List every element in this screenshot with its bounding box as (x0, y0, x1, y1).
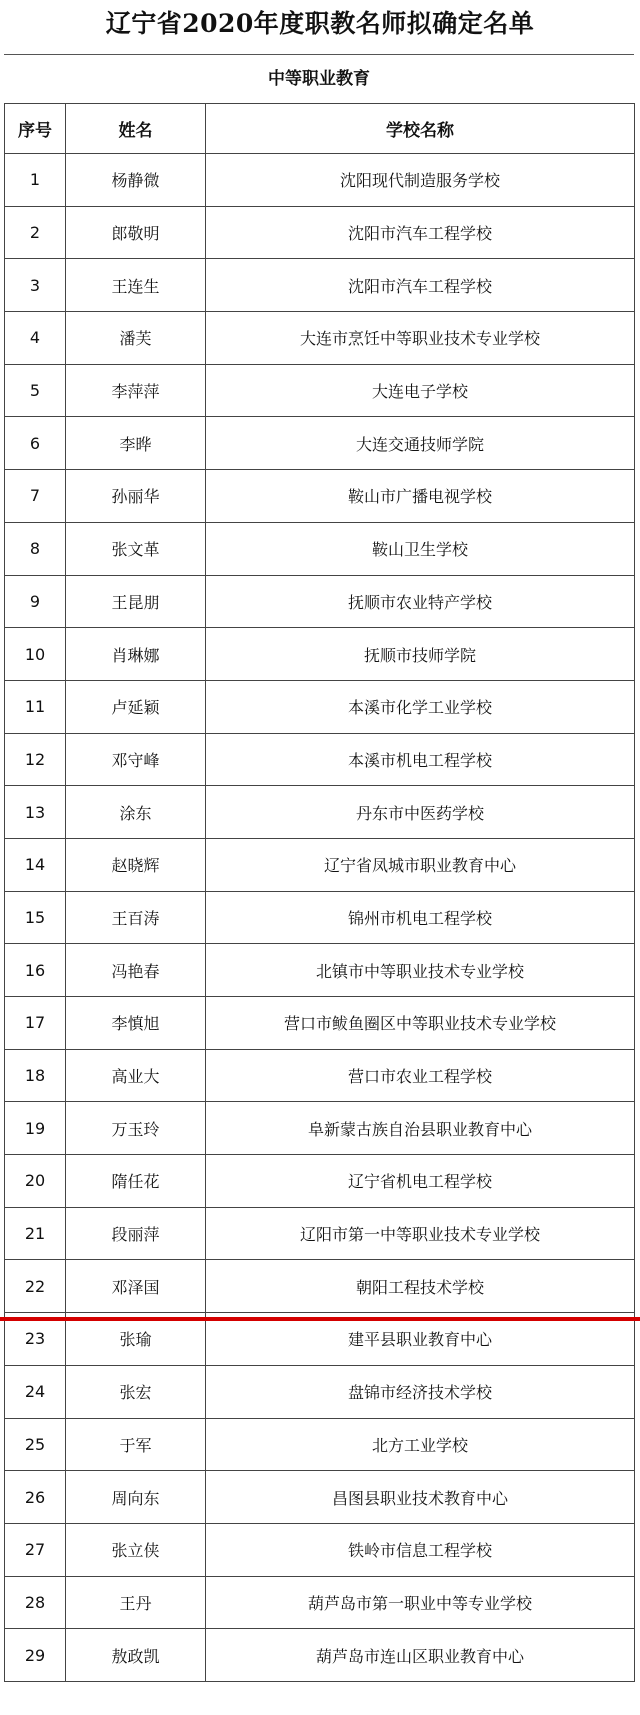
row-school: 北方工业学校 (206, 1418, 635, 1471)
row-name: 邓守峰 (66, 733, 206, 786)
row-school: 建平县职业教育中心 (206, 1313, 635, 1366)
row-index: 21 (5, 1207, 66, 1260)
row-school: 葫芦岛市连山区职业教育中心 (206, 1629, 635, 1682)
row-school: 营口市鲅鱼圈区中等职业技术专业学校 (206, 997, 635, 1050)
row-school: 抚顺市农业特产学校 (206, 575, 635, 628)
row-name: 李慎旭 (66, 997, 206, 1050)
row-index: 26 (5, 1471, 66, 1524)
row-index: 6 (5, 417, 66, 470)
row-school: 阜新蒙古族自治县职业教育中心 (206, 1102, 635, 1155)
row-index: 4 (5, 312, 66, 365)
row-index: 5 (5, 364, 66, 417)
table-row (5, 575, 635, 628)
row-school: 抚顺市技师学院 (206, 628, 635, 681)
row-index: 16 (5, 944, 66, 997)
row-name: 张立侠 (66, 1523, 206, 1576)
table-row (5, 312, 635, 365)
row-index: 20 (5, 1155, 66, 1208)
row-name: 于军 (66, 1418, 206, 1471)
table-row (5, 206, 635, 259)
row-name: 张文革 (66, 522, 206, 575)
row-name: 邓泽国 (66, 1260, 206, 1313)
row-index: 27 (5, 1523, 66, 1576)
row-name: 涂东 (66, 786, 206, 839)
header-school: 学校名称 (206, 104, 635, 154)
row-school: 本溪市机电工程学校 (206, 733, 635, 786)
row-school: 朝阳工程技术学校 (206, 1260, 635, 1313)
row-school: 辽宁省凤城市职业教育中心 (206, 838, 635, 891)
row-school: 辽阳市第一中等职业技术专业学校 (206, 1207, 635, 1260)
table-row (5, 470, 635, 523)
row-name: 隋任花 (66, 1155, 206, 1208)
table-row (5, 628, 635, 681)
row-index: 28 (5, 1576, 66, 1629)
row-school: 沈阳市汽车工程学校 (206, 259, 635, 312)
table-row (5, 1155, 635, 1208)
row-index: 22 (5, 1260, 66, 1313)
row-school: 大连市烹饪中等职业技术专业学校 (206, 312, 635, 365)
table-row (5, 259, 635, 312)
row-school: 盘锦市经济技术学校 (206, 1365, 635, 1418)
row-index: 10 (5, 628, 66, 681)
row-index: 24 (5, 1365, 66, 1418)
section-subtitle: 中等职业教育 (4, 54, 634, 103)
table-row (5, 364, 635, 417)
row-name: 王昆朋 (66, 575, 206, 628)
row-school: 鞍山市广播电视学校 (206, 470, 635, 523)
row-name: 李萍萍 (66, 364, 206, 417)
row-index: 25 (5, 1418, 66, 1471)
table-row (5, 417, 635, 470)
row-index: 11 (5, 680, 66, 733)
row-name: 孙丽华 (66, 470, 206, 523)
row-name: 周向东 (66, 1471, 206, 1524)
row-school: 葫芦岛市第一职业中等专业学校 (206, 1576, 635, 1629)
table-row (5, 997, 635, 1050)
row-name: 万玉玲 (66, 1102, 206, 1155)
row-school: 丹东市中医药学校 (206, 786, 635, 839)
row-name: 高业大 (66, 1049, 206, 1102)
row-index: 14 (5, 838, 66, 891)
table-row (5, 1207, 635, 1260)
table-row (5, 786, 635, 839)
table-row (5, 1102, 635, 1155)
header-index: 序号 (5, 104, 66, 154)
row-name: 杨静微 (66, 154, 206, 207)
table-row (5, 838, 635, 891)
row-name: 张瑜 (66, 1313, 206, 1366)
row-name: 王丹 (66, 1576, 206, 1629)
row-index: 2 (5, 206, 66, 259)
row-school: 大连电子学校 (206, 364, 635, 417)
table-row (5, 1365, 635, 1418)
table-row (5, 891, 635, 944)
table-row (5, 154, 635, 207)
row-index: 8 (5, 522, 66, 575)
table-row (5, 1523, 635, 1576)
header-name: 姓名 (66, 104, 206, 154)
row-school: 大连交通技师学院 (206, 417, 635, 470)
row-index: 23 (5, 1313, 66, 1366)
row-index: 15 (5, 891, 66, 944)
row-name: 段丽萍 (66, 1207, 206, 1260)
row-name: 潘芙 (66, 312, 206, 365)
table-row (5, 944, 635, 997)
row-index: 3 (5, 259, 66, 312)
row-name: 冯艳春 (66, 944, 206, 997)
table-row (5, 522, 635, 575)
highlight-line (0, 1317, 640, 1321)
row-name: 卢延颖 (66, 680, 206, 733)
table-body (5, 154, 635, 1682)
row-index: 1 (5, 154, 66, 207)
row-school: 北镇市中等职业技术专业学校 (206, 944, 635, 997)
row-school: 沈阳现代制造服务学校 (206, 154, 635, 207)
row-index: 9 (5, 575, 66, 628)
row-name: 肖琳娜 (66, 628, 206, 681)
row-index: 19 (5, 1102, 66, 1155)
row-index: 13 (5, 786, 66, 839)
table-row (5, 733, 635, 786)
table-row (5, 1629, 635, 1682)
row-school: 锦州市机电工程学校 (206, 891, 635, 944)
row-name: 赵晓辉 (66, 838, 206, 891)
row-school: 辽宁省机电工程学校 (206, 1155, 635, 1208)
table-row (5, 1576, 635, 1629)
table-row (5, 1260, 635, 1313)
row-school: 昌图县职业技术教育中心 (206, 1471, 635, 1524)
row-school: 鞍山卫生学校 (206, 522, 635, 575)
row-name: 李晔 (66, 417, 206, 470)
row-school: 本溪市化学工业学校 (206, 680, 635, 733)
row-school: 沈阳市汽车工程学校 (206, 206, 635, 259)
row-name: 张宏 (66, 1365, 206, 1418)
row-index: 18 (5, 1049, 66, 1102)
table-row (5, 1471, 635, 1524)
row-index: 29 (5, 1629, 66, 1682)
page-title: 辽宁省2020年度职教名师拟确定名单 (105, 9, 535, 38)
row-name: 敖政凯 (66, 1629, 206, 1682)
row-index: 17 (5, 997, 66, 1050)
row-name: 郎敬明 (66, 206, 206, 259)
row-name: 王百涛 (66, 891, 206, 944)
row-index: 7 (5, 470, 66, 523)
table-header-row (5, 104, 635, 154)
teacher-list-table (4, 103, 635, 1682)
table-row (5, 680, 635, 733)
table-row (5, 1049, 635, 1102)
table-row (5, 1418, 635, 1471)
row-school: 铁岭市信息工程学校 (206, 1523, 635, 1576)
row-school: 营口市农业工程学校 (206, 1049, 635, 1102)
row-name: 王连生 (66, 259, 206, 312)
row-index: 12 (5, 733, 66, 786)
